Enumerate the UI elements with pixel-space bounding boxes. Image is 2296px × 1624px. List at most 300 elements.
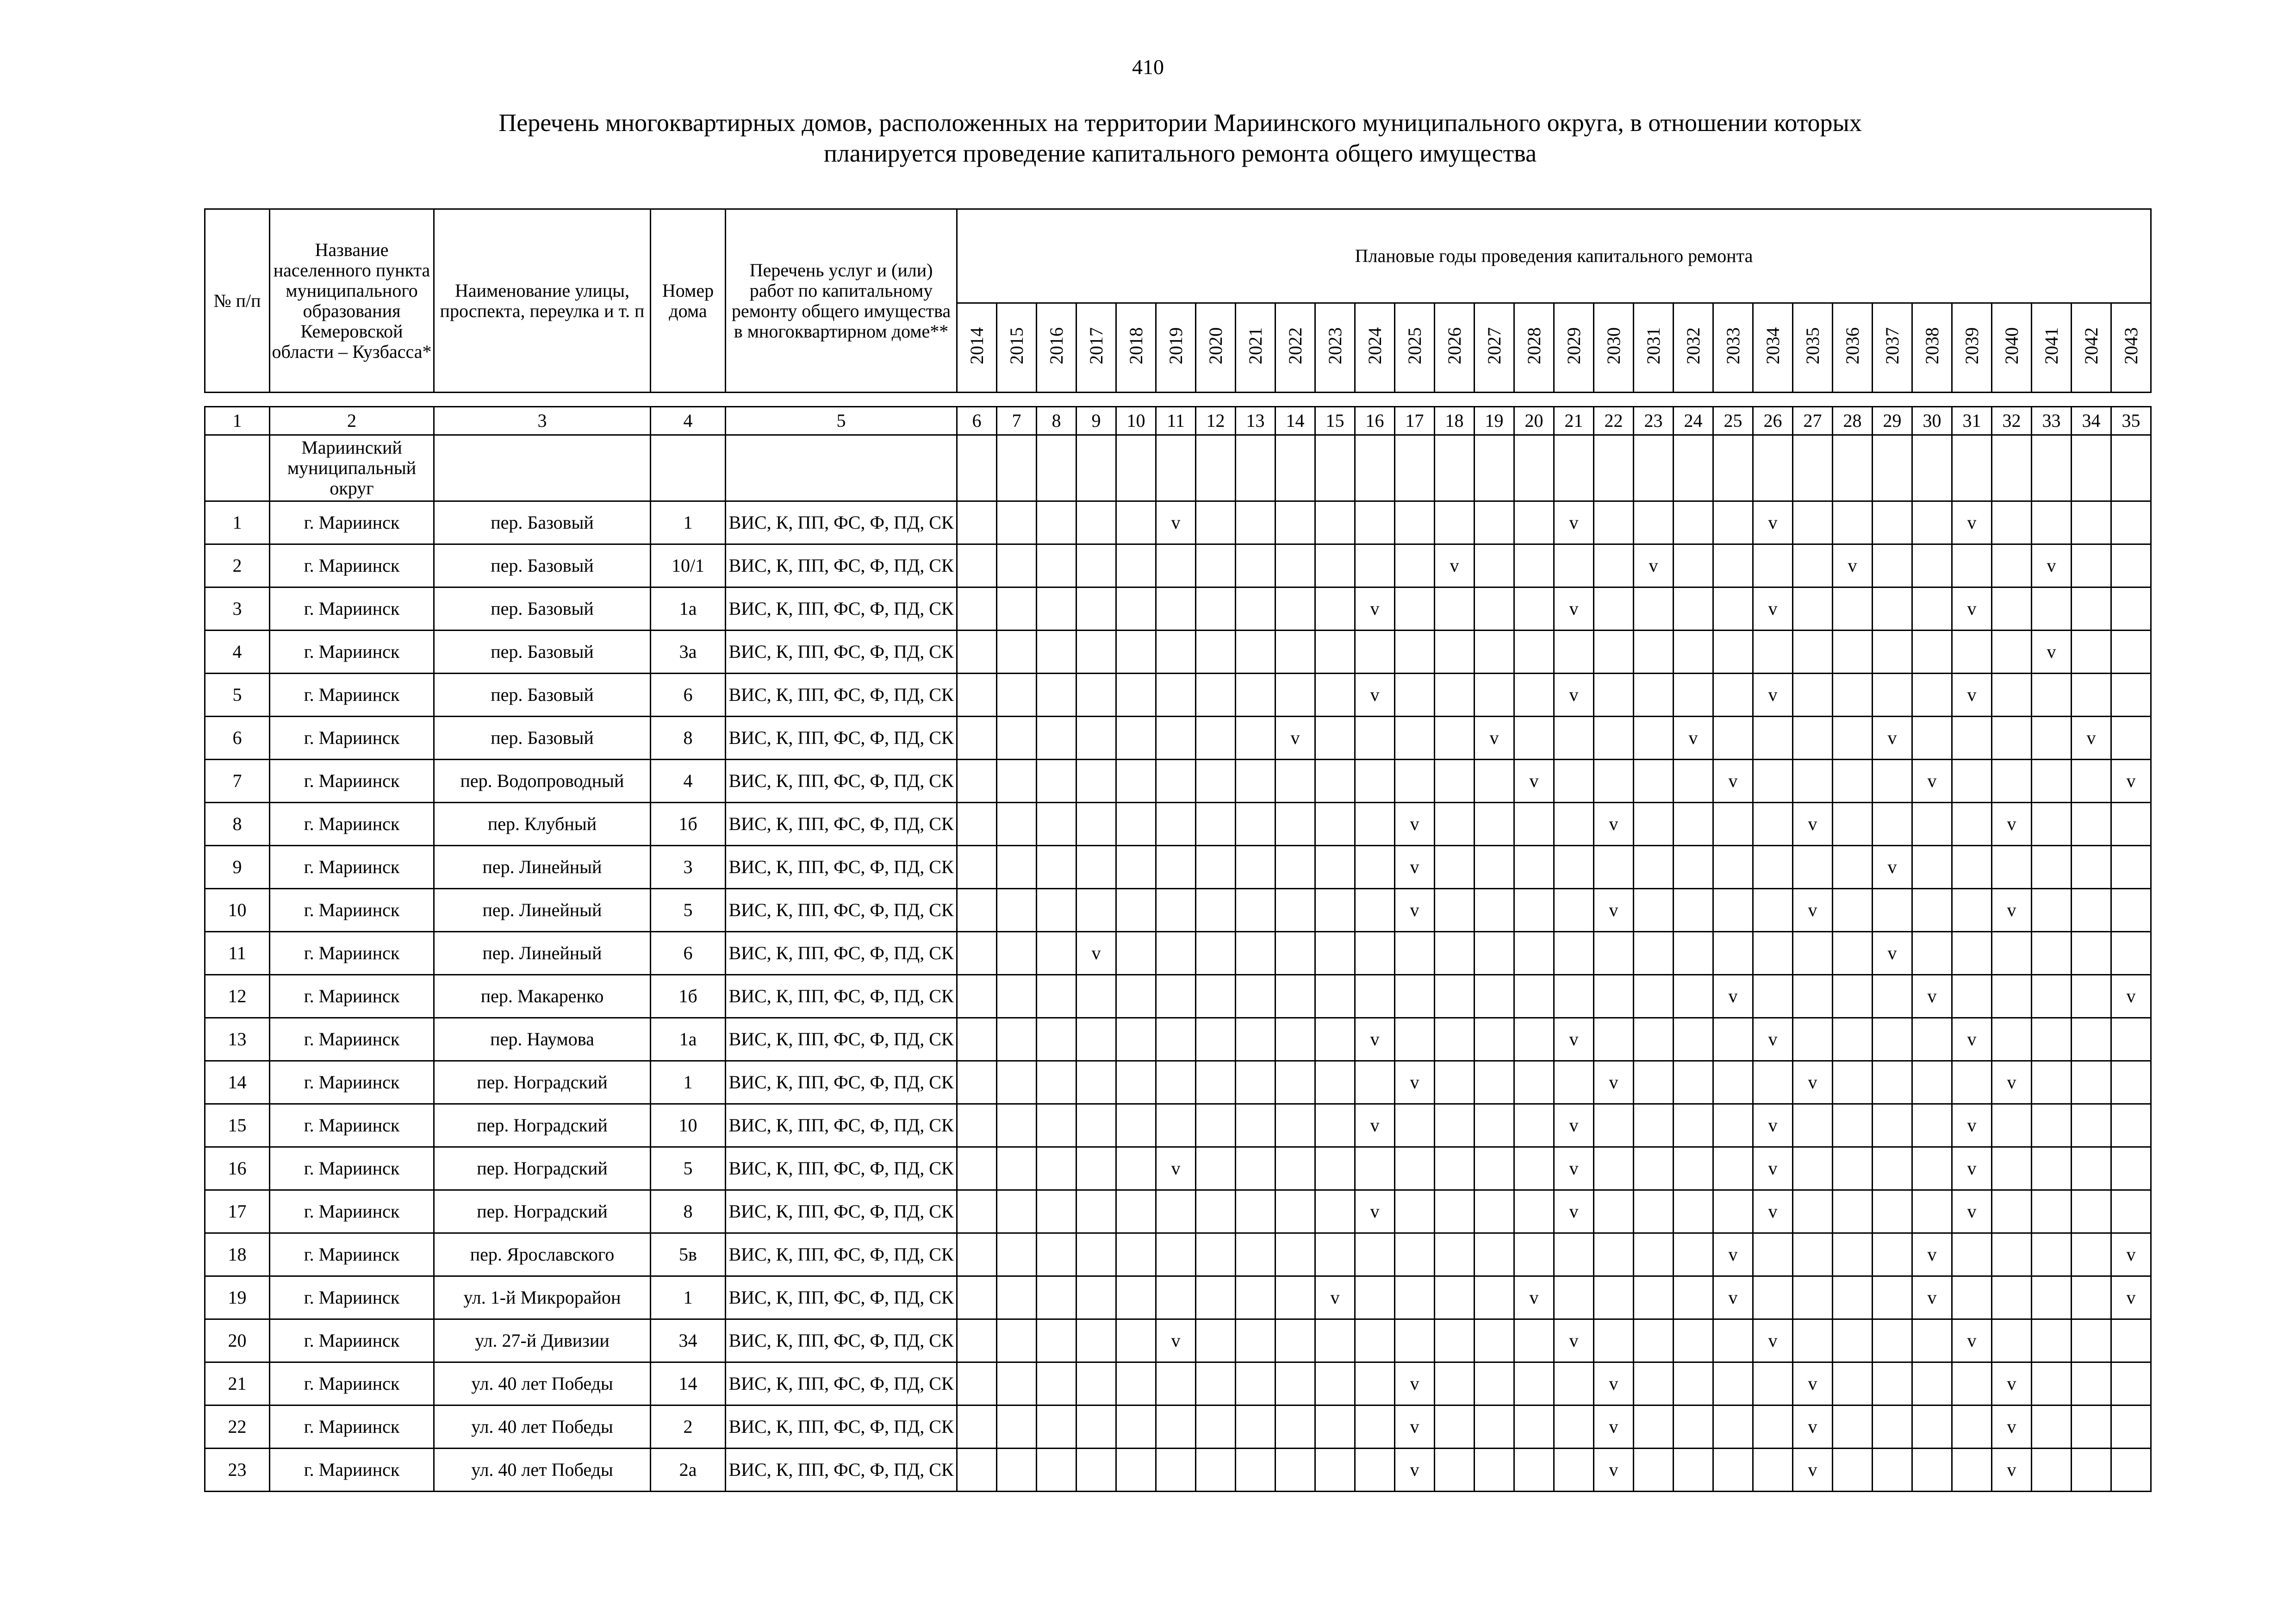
year-cell-2041 [2032,932,2072,975]
year-cell-2016 [1037,1147,1076,1190]
year-cell-2035 [1793,674,1833,717]
year-cell-2016 [1037,587,1076,631]
year-cell-2034 [1753,1061,1793,1104]
year-cell-2020 [1196,587,1236,631]
year-cell-2030 [1594,1276,1634,1319]
house-number: 6 [651,932,726,975]
empty-cell [957,435,997,501]
region-label: Мариинский муниципальный округ [270,435,434,501]
year-cell-2026 [1435,1449,1475,1492]
services-list: ВИС, К, ПП, ФС, Ф, ПД, СК [726,1319,957,1362]
column-number: 11 [1156,407,1196,435]
year-cell-2038 [1912,587,1952,631]
year-cell-2028 [1514,1018,1554,1061]
repair-mark-2029: v [1554,1147,1594,1190]
year-cell-2024 [1355,1233,1395,1276]
empty-cell [1236,435,1276,501]
year-cell-2033 [1713,1147,1753,1190]
year-cell-2038 [1912,1018,1952,1061]
year-cell-2032 [1674,501,1713,544]
street-name: пер. Линейный [434,846,651,889]
year-cell-2031 [1634,1362,1674,1405]
row-number: 15 [205,1104,270,1147]
year-label: 2021 [1244,327,1266,364]
year-cell-2041 [2032,760,2072,803]
services-list: ВИС, К, ПП, ФС, Ф, ПД, СК [726,803,957,846]
row-number: 12 [205,975,270,1018]
year-cell-2018 [1116,544,1156,587]
year-cell-2043 [2111,803,2151,846]
street-name: ул. 27-й Дивизии [434,1319,651,1362]
house-number: 1 [651,1276,726,1319]
house-number: 10/1 [651,544,726,587]
column-number: 6 [957,407,997,435]
year-cell-2033 [1713,1319,1753,1362]
year-cell-2032 [1674,544,1713,587]
column-number: 8 [1037,407,1076,435]
year-cell-2016 [1037,932,1076,975]
year-cell-2039 [1952,1449,1992,1492]
year-cell-2042 [2072,544,2111,587]
empty-cell [1674,435,1713,501]
year-cell-2015 [997,674,1037,717]
year-cell-2033 [1713,932,1753,975]
empty-cell [1594,435,1634,501]
year-cell-2043 [2111,1449,2151,1492]
repair-mark-2037: v [1873,717,1912,760]
column-number: 33 [2032,407,2072,435]
year-cell-2029 [1554,932,1594,975]
settlement-name: г. Мариинск [270,1233,434,1276]
row-number: 7 [205,760,270,803]
services-list: ВИС, К, ПП, ФС, Ф, ПД, СК [726,932,957,975]
services-list: ВИС, К, ПП, ФС, Ф, ПД, СК [726,631,957,674]
year-cell-2027 [1475,1362,1514,1405]
year-cell-2029 [1554,1362,1594,1405]
repair-mark-2030: v [1594,1061,1634,1104]
year-cell-2032 [1674,1276,1713,1319]
year-cell-2017 [1076,1147,1116,1190]
year-cell-2024 [1355,501,1395,544]
year-cell-2023 [1315,889,1355,932]
year-label: 2032 [1682,327,1704,364]
repair-mark-2029: v [1554,1018,1594,1061]
year-header-2017 [1076,303,1116,393]
title-line-2: планируется проведение капитального ремонта общего имущества [823,139,1537,167]
year-cell-2020 [1196,1276,1236,1319]
year-cell-2033 [1713,631,1753,674]
column-number-row [205,407,2151,435]
year-cell-2023 [1315,1104,1355,1147]
year-cell-2021 [1236,1362,1276,1405]
repair-mark-2019: v [1156,501,1196,544]
column-number: 32 [1992,407,2032,435]
year-cell-2018 [1116,1319,1156,1362]
year-cell-2016 [1037,544,1076,587]
year-cell-2034 [1753,717,1793,760]
year-cell-2041 [2032,803,2072,846]
row-number: 22 [205,1405,270,1449]
year-cell-2018 [1116,1233,1156,1276]
year-cell-2022 [1276,846,1315,889]
year-cell-2021 [1236,1319,1276,1362]
year-cell-2025 [1395,544,1435,587]
table-row [205,1233,2151,1276]
repair-mark-2041: v [2032,631,2072,674]
year-label: 2025 [1404,327,1425,364]
year-cell-2023 [1315,544,1355,587]
year-cell-2023 [1315,1449,1355,1492]
year-cell-2031 [1634,846,1674,889]
year-cell-2039 [1952,846,1992,889]
year-cell-2034 [1753,932,1793,975]
repair-mark-2026: v [1435,544,1475,587]
year-cell-2019 [1156,1405,1196,1449]
year-cell-2022 [1276,1405,1315,1449]
year-cell-2043 [2111,674,2151,717]
year-cell-2026 [1435,1190,1475,1233]
year-header-2035 [1793,303,1833,393]
year-cell-2026 [1435,889,1475,932]
year-cell-2022 [1276,1190,1315,1233]
year-cell-2016 [1037,846,1076,889]
year-label: 2033 [1722,327,1743,364]
house-number: 2а [651,1449,726,1492]
year-cell-2030 [1594,760,1634,803]
repair-mark-2032: v [1674,717,1713,760]
year-cell-2017 [1076,1018,1116,1061]
year-cell-2018 [1116,717,1156,760]
year-cell-2019 [1156,1104,1196,1147]
repair-mark-2036: v [1833,544,1873,587]
year-cell-2032 [1674,1061,1713,1104]
year-cell-2025 [1395,1319,1435,1362]
year-cell-2018 [1116,1276,1156,1319]
year-cell-2026 [1435,846,1475,889]
year-cell-2027 [1475,932,1514,975]
year-cell-2025 [1395,1190,1435,1233]
year-cell-2041 [2032,1449,2072,1492]
year-cell-2028 [1514,1147,1554,1190]
year-cell-2020 [1196,1405,1236,1449]
year-cell-2043 [2111,1147,2151,1190]
services-list: ВИС, К, ПП, ФС, Ф, ПД, СК [726,587,957,631]
year-cell-2022 [1276,889,1315,932]
year-cell-2029 [1554,544,1594,587]
year-cell-2028 [1514,1104,1554,1147]
year-label: 2027 [1483,327,1505,364]
column-number: 21 [1554,407,1594,435]
year-cell-2036 [1833,1190,1873,1233]
year-label: 2022 [1284,327,1306,364]
year-cell-2033 [1713,803,1753,846]
year-cell-2018 [1116,674,1156,717]
year-cell-2014 [957,760,997,803]
table-row [205,674,2151,717]
settlement-name: г. Мариинск [270,1190,434,1233]
year-cell-2026 [1435,717,1475,760]
table-row [205,1061,2151,1104]
year-header-2029 [1554,303,1594,393]
year-cell-2027 [1475,544,1514,587]
street-name: пер. Базовый [434,544,651,587]
header-street: Наименование улицы, проспекта, переулка и т. п [434,209,651,393]
year-cell-2027 [1475,1449,1514,1492]
year-cell-2019 [1156,932,1196,975]
year-cell-2024 [1355,846,1395,889]
column-number: 9 [1076,407,1116,435]
year-cell-2016 [1037,889,1076,932]
year-cell-2041 [2032,1190,2072,1233]
empty-cell [1952,435,1992,501]
year-cell-2027 [1475,501,1514,544]
row-number: 23 [205,1449,270,1492]
services-list: ВИС, К, ПП, ФС, Ф, ПД, СК [726,1362,957,1405]
year-cell-2043 [2111,846,2151,889]
year-cell-2041 [2032,1104,2072,1147]
repair-mark-2019: v [1156,1319,1196,1362]
year-cell-2018 [1116,1405,1156,1449]
repair-mark-2039: v [1952,674,1992,717]
year-cell-2035 [1793,544,1833,587]
repair-mark-2030: v [1594,1449,1634,1492]
year-cell-2037 [1873,1190,1912,1233]
year-cell-2016 [1037,1018,1076,1061]
empty-cell [1355,435,1395,501]
year-cell-2032 [1674,932,1713,975]
year-cell-2023 [1315,674,1355,717]
year-cell-2036 [1833,1319,1873,1362]
year-cell-2032 [1674,803,1713,846]
year-cell-2038 [1912,1319,1952,1362]
row-number: 6 [205,717,270,760]
year-cell-2026 [1435,501,1475,544]
year-label: 2031 [1643,327,1664,364]
year-label: 2038 [1921,327,1942,364]
repair-mark-2025: v [1395,1405,1435,1449]
column-number: 17 [1395,407,1435,435]
year-cell-2041 [2032,975,2072,1018]
year-cell-2041 [2032,674,2072,717]
year-cell-2037 [1873,1233,1912,1276]
year-cell-2034 [1753,1449,1793,1492]
year-cell-2042 [2072,1449,2111,1492]
house-number: 8 [651,1190,726,1233]
year-cell-2025 [1395,760,1435,803]
column-number: 30 [1912,407,1952,435]
year-cell-2015 [997,889,1037,932]
year-cell-2028 [1514,1190,1554,1233]
row-number: 11 [205,932,270,975]
year-cell-2043 [2111,544,2151,587]
year-cell-2022 [1276,932,1315,975]
year-cell-2024 [1355,631,1395,674]
year-header-2034 [1753,303,1793,393]
settlement-name: г. Мариинск [270,501,434,544]
repair-mark-2043: v [2111,760,2151,803]
year-header-2032 [1674,303,1713,393]
year-cell-2024 [1355,717,1395,760]
house-number: 4 [651,760,726,803]
year-cell-2034 [1753,544,1793,587]
year-cell-2020 [1196,803,1236,846]
year-cell-2036 [1833,1147,1873,1190]
street-name: ул. 40 лет Победы [434,1449,651,1492]
settlement-name: г. Мариинск [270,975,434,1018]
year-header-2027 [1475,303,1514,393]
column-number: 2 [270,407,434,435]
year-label: 2035 [1802,327,1823,364]
row-number: 5 [205,674,270,717]
row-number: 17 [205,1190,270,1233]
year-cell-2027 [1475,631,1514,674]
column-number: 23 [1634,407,1674,435]
year-cell-2019 [1156,587,1196,631]
year-cell-2036 [1833,760,1873,803]
street-name: пер. Ноградский [434,1190,651,1233]
year-cell-2042 [2072,501,2111,544]
repair-mark-2035: v [1793,803,1833,846]
year-cell-2030 [1594,1147,1634,1190]
repair-mark-2038: v [1912,760,1952,803]
year-cell-2042 [2072,1233,2111,1276]
year-cell-2020 [1196,501,1236,544]
repair-mark-2024: v [1355,1104,1395,1147]
year-cell-2033 [1713,1061,1753,1104]
year-cell-2014 [957,501,997,544]
year-cell-2023 [1315,760,1355,803]
year-cell-2034 [1753,1276,1793,1319]
row-number: 4 [205,631,270,674]
header-row-1 [205,209,2151,303]
year-cell-2015 [997,717,1037,760]
year-cell-2037 [1873,587,1912,631]
year-cell-2031 [1634,1233,1674,1276]
year-cell-2016 [1037,1405,1076,1449]
year-cell-2037 [1873,1018,1912,1061]
table-row [205,889,2151,932]
services-list: ВИС, К, ПП, ФС, Ф, ПД, СК [726,846,957,889]
year-cell-2032 [1674,1147,1713,1190]
repair-mark-2028: v [1514,1276,1554,1319]
repair-mark-2031: v [1634,544,1674,587]
repair-mark-2029: v [1554,501,1594,544]
year-header-2038 [1912,303,1952,393]
year-cell-2020 [1196,1104,1236,1147]
street-name: пер. Базовый [434,717,651,760]
year-cell-2029 [1554,975,1594,1018]
empty-cell [1395,435,1435,501]
year-cell-2042 [2072,1362,2111,1405]
year-cell-2020 [1196,1061,1236,1104]
year-cell-2037 [1873,1061,1912,1104]
year-cell-2040 [1992,1319,2032,1362]
row-number: 19 [205,1276,270,1319]
year-label: 2023 [1324,327,1345,364]
year-cell-2028 [1514,674,1554,717]
year-cell-2033 [1713,587,1753,631]
services-list: ВИС, К, ПП, ФС, Ф, ПД, СК [726,889,957,932]
year-cell-2043 [2111,1405,2151,1449]
year-cell-2026 [1435,932,1475,975]
year-cell-2022 [1276,1147,1315,1190]
year-cell-2017 [1076,1362,1116,1405]
house-number: 2 [651,1405,726,1449]
repair-mark-2039: v [1952,1190,1992,1233]
year-cell-2042 [2072,1319,2111,1362]
street-name: пер. Наумова [434,1018,651,1061]
year-cell-2032 [1674,1449,1713,1492]
year-cell-2041 [2032,1405,2072,1449]
repair-mark-2039: v [1952,1147,1992,1190]
year-cell-2030 [1594,932,1634,975]
street-name: пер. Базовый [434,501,651,544]
year-cell-2027 [1475,1018,1514,1061]
year-cell-2028 [1514,1449,1554,1492]
year-cell-2023 [1315,1233,1355,1276]
year-header-2019 [1156,303,1196,393]
year-header-2039 [1952,303,1992,393]
repair-mark-2022: v [1276,717,1315,760]
year-cell-2041 [2032,1319,2072,1362]
year-cell-2029 [1554,846,1594,889]
year-cell-2022 [1276,1276,1315,1319]
year-cell-2036 [1833,674,1873,717]
repair-mark-2039: v [1952,501,1992,544]
year-cell-2022 [1276,1449,1315,1492]
empty-cell [205,435,270,501]
year-cell-2021 [1236,1061,1276,1104]
repair-mark-2017: v [1076,932,1116,975]
repair-mark-2040: v [1992,1405,2032,1449]
year-cell-2026 [1435,1233,1475,1276]
year-cell-2028 [1514,975,1554,1018]
settlement-name: г. Мариинск [270,1018,434,1061]
year-cell-2043 [2111,717,2151,760]
year-cell-2019 [1156,975,1196,1018]
year-cell-2022 [1276,587,1315,631]
repair-mark-2042: v [2072,717,2111,760]
year-cell-2016 [1037,1319,1076,1362]
year-cell-2024 [1355,1276,1395,1319]
year-cell-2021 [1236,1276,1276,1319]
year-header-2018 [1116,303,1156,393]
year-cell-2015 [997,932,1037,975]
year-cell-2022 [1276,674,1315,717]
year-cell-2015 [997,587,1037,631]
year-cell-2023 [1315,1405,1355,1449]
year-cell-2018 [1116,846,1156,889]
year-cell-2024 [1355,975,1395,1018]
year-cell-2032 [1674,674,1713,717]
street-name: пер. Ярославского [434,1233,651,1276]
year-cell-2016 [1037,1233,1076,1276]
year-cell-2043 [2111,1018,2151,1061]
year-header-2022 [1276,303,1315,393]
house-number: 1а [651,587,726,631]
year-label: 2036 [1842,327,1863,364]
year-cell-2043 [2111,1362,2151,1405]
year-cell-2015 [997,1147,1037,1190]
year-cell-2036 [1833,1233,1873,1276]
table-row [205,975,2151,1018]
year-cell-2014 [957,1018,997,1061]
row-number: 20 [205,1319,270,1362]
repair-mark-2033: v [1713,1233,1753,1276]
repair-mark-2033: v [1713,975,1753,1018]
year-cell-2024 [1355,889,1395,932]
year-cell-2040 [1992,846,2032,889]
